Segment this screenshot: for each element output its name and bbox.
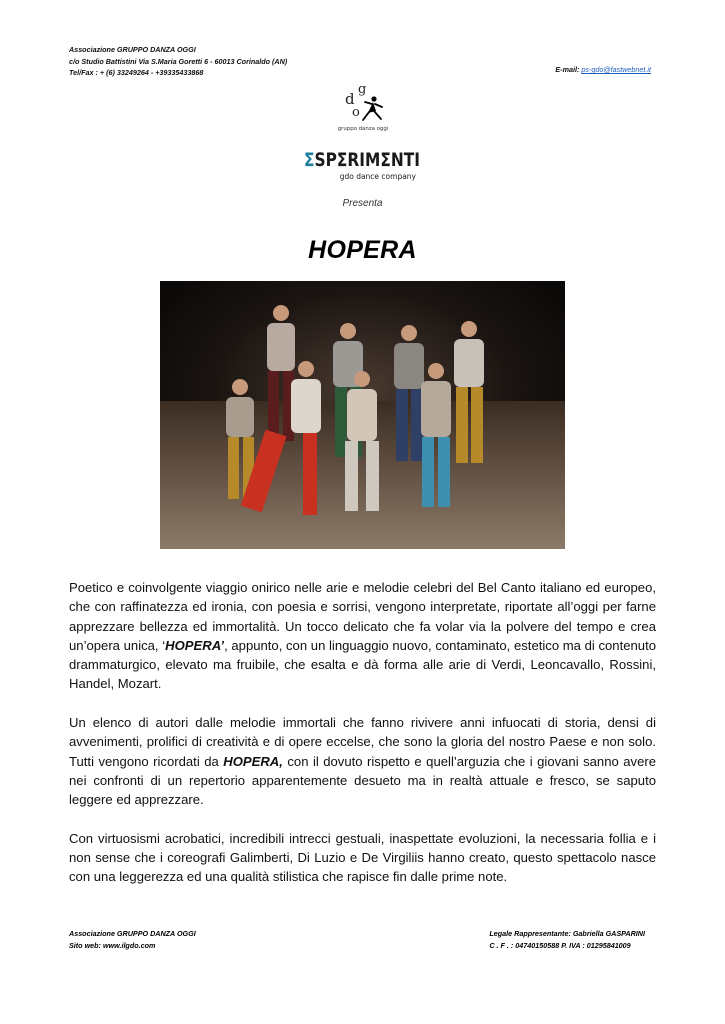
logo-letter-d: d <box>345 90 355 108</box>
email-line <box>555 65 651 74</box>
presents-label: Presenta <box>342 198 383 209</box>
footer-left <box>69 928 196 951</box>
gdo-logo <box>332 80 394 134</box>
logo-letter-g: g <box>358 82 367 97</box>
show-title: HOPERA <box>308 236 417 264</box>
logo-caption: gruppo danza oggi <box>337 126 389 132</box>
footer-org: Associazione GRUPPO DANZA OGGI <box>69 929 196 938</box>
org-telfax: Tel/Fax : + (6) 33249264 - +39335433868 <box>69 68 204 77</box>
footer-website: Sito web: www.ilgdo.com <box>69 940 156 950</box>
hopera-emphasis: HOPERA’ <box>165 637 225 653</box>
body-text <box>69 578 656 906</box>
dancer-icon <box>363 96 382 120</box>
org-name: Associazione GRUPPO DANZA OGGI <box>69 45 196 54</box>
footer-right <box>489 928 645 951</box>
brand-tagline: gdo dance company <box>339 172 416 181</box>
paragraph-2: Un elenco di autori dalle melodie immortali che fanno rivivere anni infuocati di storia, densi di avvenimenti, prolifici di creatività e di opere eccelse, che sono la gloria del nostro Paese e non solo. Tutti vengono ricordati da HOPERA, con il dovuto rispetto e quell’arguzia che i giovani sanno avere nei confronti di un repertorio apparentemente desueto ma in realtà attuale e fresco, se saputo leggere ed apprezzare. <box>69 715 656 808</box>
hopera-emphasis: HOPERA, <box>223 753 283 769</box>
brand-name: ΣSPΣRIMΣNTI <box>304 149 445 171</box>
footer-legal-rep: Legale Rappresentante: Gabriella GASPARINI <box>489 929 645 938</box>
paragraph-1: Poetico e coinvolgente viaggio onirico nelle arie e melodie celebri del Bel Canto italiano ed europeo, che con raffinatezza ed ironia, con poesia e sorrisi, vengono interpretate, riportate all’oggi per farne apprezzare bellezza ed immortalità. Un tocco delicato che fa volar via la polvere del tempo e crea un’opera unica, ‘HOPERA’, appunto, con un linguaggio nuovo, contaminato, estetico ma di contenuto drammaturgico, elevato ma fruibile, che esalta e dà forma alle arie di Verdi, Leoncavallo, Rossini, Handel, Mozart. <box>69 580 656 692</box>
dancers-photo <box>160 281 565 549</box>
logo-letter-o: o <box>352 105 360 120</box>
email-link[interactable]: ps-gdo@fastwebnet.it <box>581 65 651 74</box>
email-label: E-mail: <box>555 65 580 74</box>
footer-fiscal-codes: C . F . : 04740150588 P. IVA : 01295841009 <box>489 940 631 950</box>
org-address: c/o Studio Battistini Via S.Maria Goretti 6 - 60013 Corinaldo (AN) <box>69 56 288 66</box>
letterhead-address <box>69 44 287 79</box>
paragraph-3: Con virtuosismi acrobatici, incredibili intrecci gestuali, inaspettate evoluzioni, la necessaria follia e i non sense che i coreografi Galimberti, Di Luzio e De Virgiliis hanno creato, questo spettacolo nasce con una leggerezza ed una qualità stilistica che rapisce fin dalle prime note. <box>69 830 656 885</box>
esperimenti-brand-logo <box>300 146 445 186</box>
